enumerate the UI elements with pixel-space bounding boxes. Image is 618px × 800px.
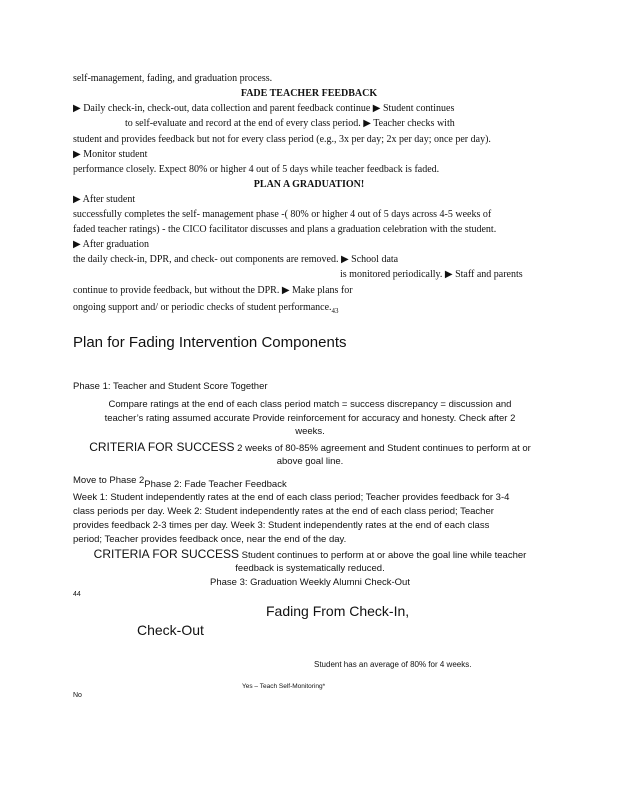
section-heading: FADE TEACHER FEEDBACK bbox=[240, 88, 378, 99]
criteria-label: CRITERIA FOR SUCCESS bbox=[89, 440, 235, 454]
page-title: Plan for Fading Intervention Components bbox=[73, 334, 347, 351]
text-line: successfully completes the self- management phase -( 80% or higher 4 out of 5 days across 4-5 weeks of bbox=[73, 209, 492, 220]
text-span: 2 weeks of 80-85% agreement and Student continues to perform at or bbox=[234, 443, 531, 454]
criteria-label: CRITERIA FOR SUCCESS bbox=[93, 547, 240, 561]
criteria-line bbox=[40, 547, 580, 561]
text-span: Move to Phase 2 bbox=[73, 475, 145, 486]
phase-line bbox=[73, 475, 287, 490]
text-line: to self-evaluate and record at the end of every class period. ▶ Teacher checks with bbox=[125, 118, 455, 129]
phase-heading: Phase 3: Graduation Weekly Alumni Check-Out bbox=[210, 577, 410, 588]
criteria-line bbox=[40, 440, 580, 454]
text-line: above goal line. bbox=[276, 456, 344, 467]
page-number: 44 bbox=[73, 591, 81, 598]
text-line: continue to provide feedback, but without the DPR. ▶ Make plans for bbox=[73, 285, 353, 296]
flowchart-label: No bbox=[73, 692, 82, 699]
text-span: Student continues to perform at or above the goal line while teacher bbox=[239, 550, 527, 561]
text-line bbox=[73, 302, 339, 315]
section-heading: PLAN A GRADUATION! bbox=[253, 179, 365, 190]
text-line: ▶ After graduation bbox=[73, 239, 150, 250]
text-line: ▶ Daily check-in, check-out, data collection and parent feedback continue ▶ Student continues bbox=[73, 103, 455, 114]
text-line: self-management, fading, and graduation process. bbox=[73, 73, 273, 84]
flowchart-title: Check-Out bbox=[137, 622, 204, 638]
flowchart-label: Yes – Teach Self-Monitoring* bbox=[242, 683, 326, 690]
phase-heading: Phase 2: Fade Teacher Feedback bbox=[144, 479, 287, 490]
text-line: feedback is systematically reduced. bbox=[235, 563, 385, 574]
text-line: class periods per day. Week 2: Student independently rates at the end of each class period; Teacher bbox=[73, 506, 494, 517]
text-line: Week 1: Student independently rates at the end of each class period; Teacher provides feedback for 3-4 bbox=[73, 492, 510, 503]
phase-heading: Phase 1: Teacher and Student Score Together bbox=[73, 381, 268, 392]
text-line: performance closely. Expect 80% or higher 4 out of 5 days while teacher feedback is faded. bbox=[73, 164, 440, 175]
flowchart-label: Student has an average of 80% for 4 weeks. bbox=[314, 660, 472, 669]
text-line: faded teacher ratings) - the CICO facilitator discusses and plans a graduation celebration with the student. bbox=[73, 224, 497, 235]
text-line: ▶ Monitor student bbox=[73, 149, 148, 160]
flowchart-title: Fading From Check-In, bbox=[266, 603, 410, 619]
text-line: teacher’s rating assumed accurate Provide reinforcement for accuracy and honesty. Check after 2 bbox=[104, 413, 516, 424]
text-line: provides feedback 2-3 times per day. Week 3: Student independently rates at the end of each class bbox=[73, 520, 490, 531]
text-span: ongoing support and/ or periodic checks of student performance. bbox=[73, 302, 332, 313]
text-line: Compare ratings at the end of each class period match = success discrepancy = discussion and bbox=[108, 399, 512, 410]
page-number: 43 bbox=[331, 307, 339, 315]
text-line: is monitored periodically. ▶ Staff and parents bbox=[340, 269, 523, 280]
text-line: student and provides feedback but not for every class period (e.g., 3x per day; 2x per day; once per day). bbox=[73, 134, 491, 145]
text-line: the daily check-in, DPR, and check- out components are removed. ▶ School data bbox=[73, 254, 399, 265]
text-line: weeks. bbox=[295, 426, 325, 437]
text-line: period; Teacher provides feedback once, near the end of the day. bbox=[73, 534, 347, 545]
text-line: ▶ After student bbox=[73, 194, 136, 205]
